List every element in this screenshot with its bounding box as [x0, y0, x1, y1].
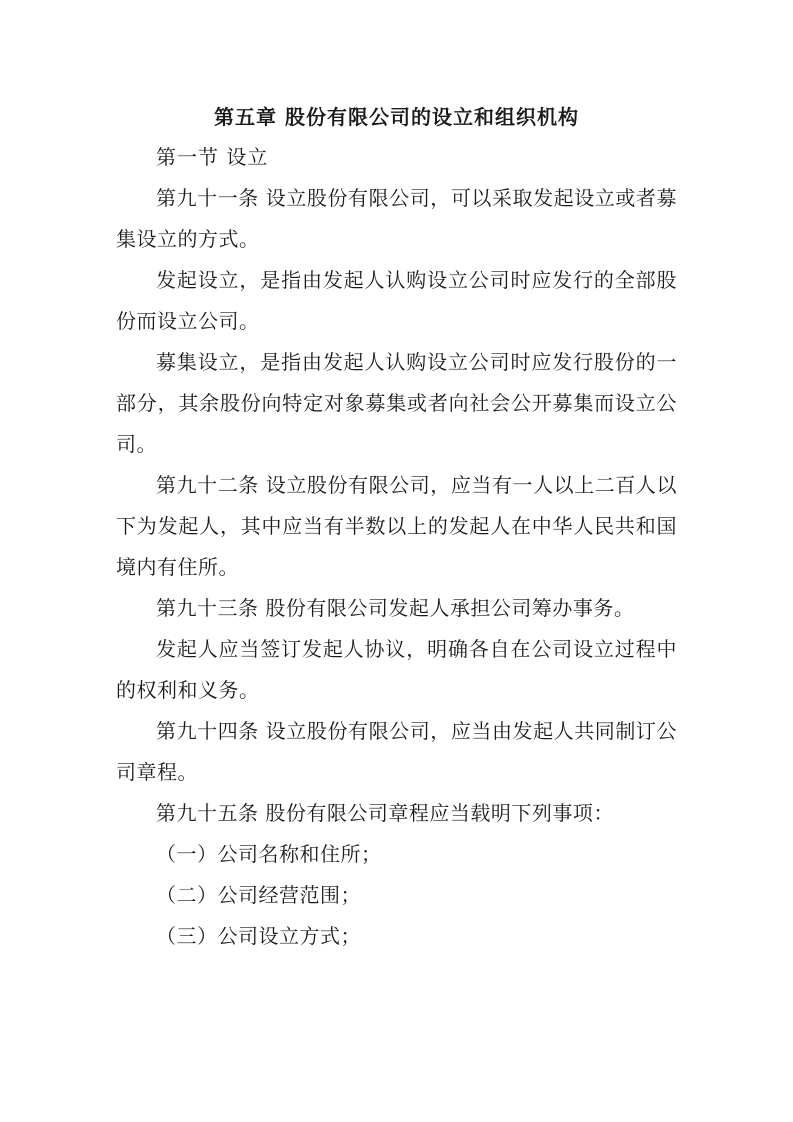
list-item-2: （二）公司经营范围； — [156, 883, 361, 907]
article-91: 第九十一条 设立股份有限公司，可以采取发起设立或者募集设立的方式。 — [116, 186, 677, 251]
article-92: 第九十二条 设立股份有限公司，应当有一人以上二百人以下为发起人，其中应当有半数以上的发起人在中华人民共和国境内有住所。 — [116, 473, 677, 579]
list-item-1: （一）公司名称和住所； — [156, 842, 382, 866]
section-heading: 第一节 设立 — [156, 145, 269, 169]
promoter-agreement-paragraph: 发起人应当签订发起人协议，明确各自在公司设立过程中的权利和义务。 — [116, 637, 677, 702]
list-item-3: （三）公司设立方式； — [156, 924, 361, 948]
offering-establishment-paragraph: 募集设立，是指由发起人认购设立公司时应发行股份的一部分，其余股份向特定对象募集或者向社会公开募集而设立公司。 — [116, 350, 677, 456]
chapter-title: 第五章 股份有限公司的设立和组织机构 — [214, 105, 579, 129]
article-95: 第九十五条 股份有限公司章程应当载明下列事项： — [156, 801, 614, 825]
promotion-establishment-paragraph: 发起设立，是指由发起人认购设立公司时应发行的全部股份而设立公司。 — [116, 268, 677, 333]
article-94: 第九十四条 设立股份有限公司，应当由发起人共同制订公司章程。 — [116, 719, 677, 784]
article-93: 第九十三条 股份有限公司发起人承担公司筹办事务。 — [156, 596, 635, 620]
